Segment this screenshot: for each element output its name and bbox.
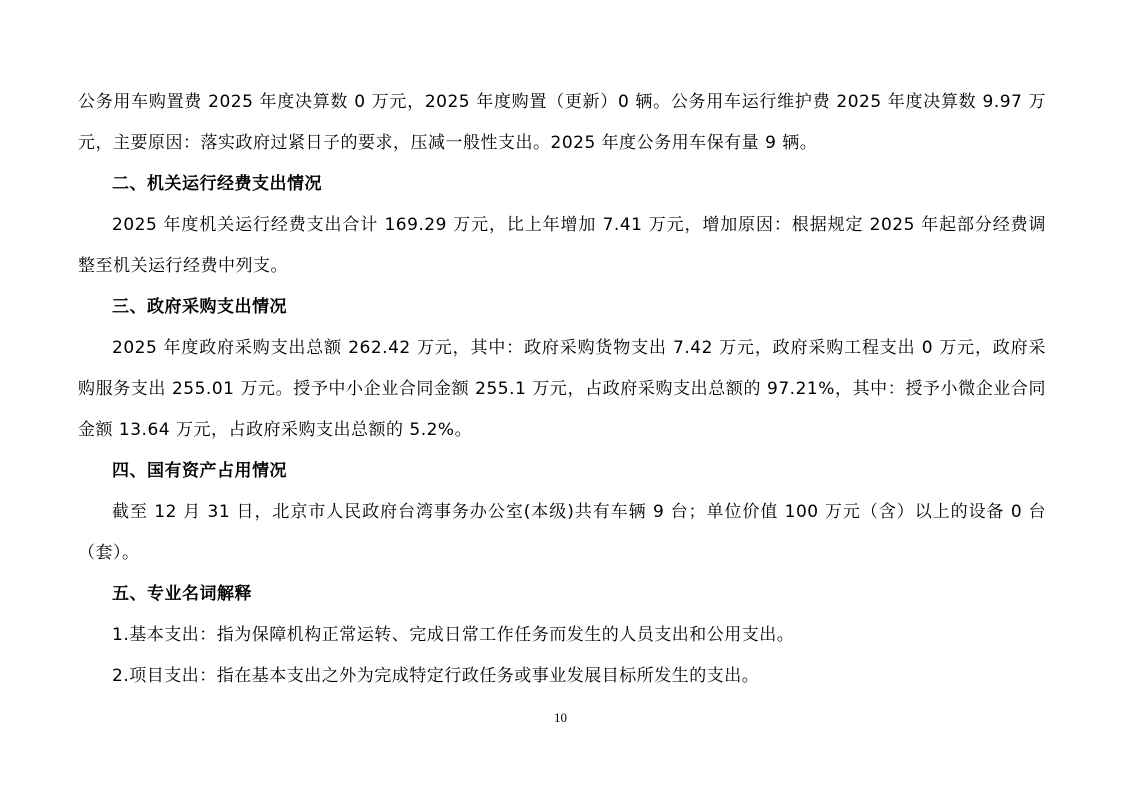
glossary-item-basic-expenditure: 1.基本支出：指为保障机构正常运转、完成日常工作任务而发生的人员支出和公用支出。 (112, 625, 795, 645)
paragraph-vehicle-costs: 公务用车购置费 2025 年度决算数 0 万元，2025 年度购置（更新）0 辆。公务用车运行维护费 2025 年度决算数 9.97 万元，主要原因：落实政府过紧日子的要求，压减一般性支出。2025 年度公务用车保有量 9 辆。 (78, 92, 1046, 153)
document-body (78, 82, 1046, 697)
section-heading-operating-expenses: 二、机关运行经费支出情况 (112, 174, 322, 194)
section-heading-state-assets: 四、国有资产占用情况 (112, 461, 287, 481)
section-heading-procurement: 三、政府采购支出情况 (112, 297, 287, 317)
paragraph-procurement: 2025 年度政府采购支出总额 262.42 万元，其中：政府采购货物支出 7.42 万元，政府采购工程支出 0 万元，政府采购服务支出 255.01 万元。授予中小企业合同金额 255.1 万元，占政府采购支出总额的 97.21%，其中：授予小微企业合同金额 13.64 万元，占政府采购支出总额的 5.2%。 (78, 338, 1046, 440)
glossary-item-project-expenditure: 2.项目支出：指在基本支出之外为完成特定行政任务或事业发展目标所发生的支出。 (112, 666, 760, 686)
paragraph-operating-expenses: 2025 年度机关运行经费支出合计 169.29 万元，比上年增加 7.41 万元，增加原因：根据规定 2025 年起部分经费调整至机关运行经费中列支。 (78, 215, 1046, 276)
section-heading-glossary: 五、专业名词解释 (112, 584, 252, 604)
page-number: 10 (554, 710, 567, 725)
paragraph-state-assets: 截至 12 月 31 日，北京市人民政府台湾事务办公室(本级)共有车辆 9 台；单位价值 100 万元（含）以上的设备 0 台（套）。 (78, 502, 1046, 563)
